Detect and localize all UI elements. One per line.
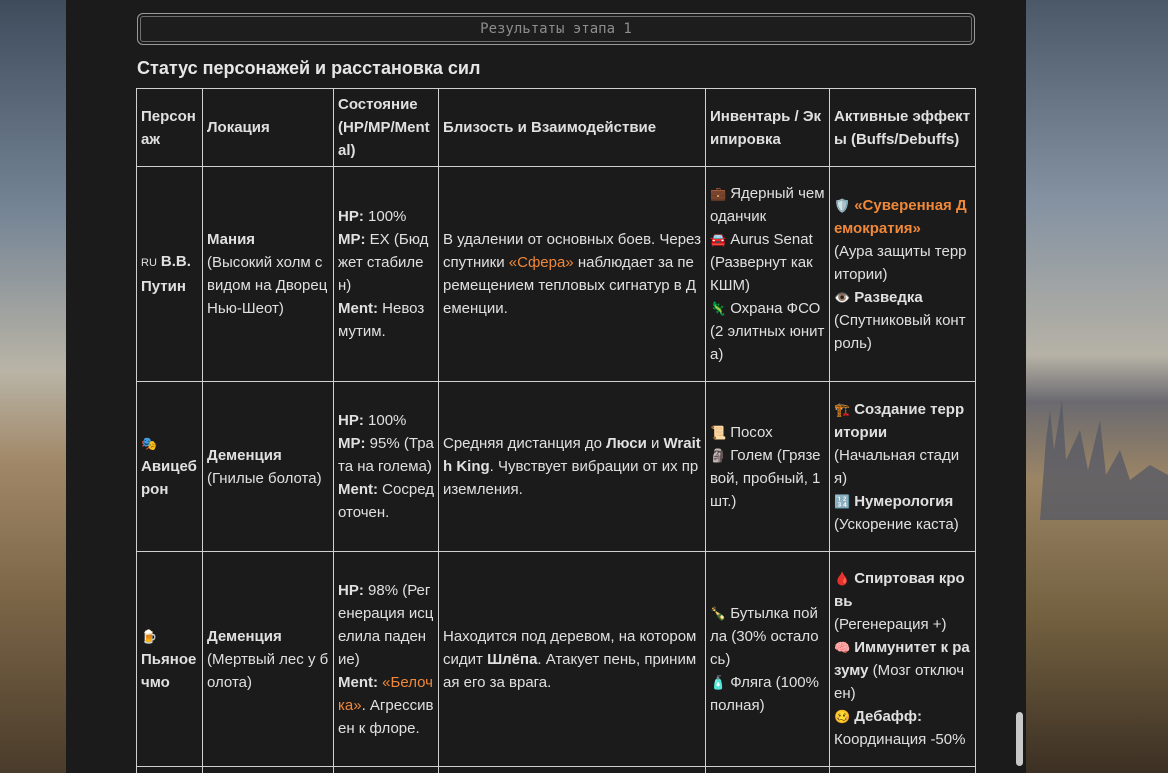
proximity-text: Находится под деревом, на котором сидит [443,627,697,668]
effect-desc: (Аура защиты территории) [834,242,967,283]
header-effects: Активные эффекты (Buffs/Debuffs) [830,89,976,167]
mp-label: MP: [338,435,366,452]
guard-icon: 🦎 [710,301,727,316]
effects-cell [830,382,976,552]
hp-value: 98% [368,581,399,599]
proximity-cell [439,167,706,382]
effect-name: Дебафф: [854,708,923,725]
ment-label: Ment: [338,481,378,498]
effect-name: Иммунитет к разуму [834,639,970,679]
section-title: Статус персонажей и расстановка сил [137,58,481,78]
empty-cell [439,767,706,773]
shlepa-name: Шлёпа [487,650,538,668]
proximity-text: Средняя дистанция до [443,435,607,452]
effect-desc: (Регенерация +) [834,616,947,633]
proximity-cell [439,552,706,767]
mp-label: MP: [338,231,366,248]
proximity-text: . Чувствует вибрации от их приземления. [443,458,699,498]
lucy-name: Люси [606,435,647,452]
sphere-highlight: «Сфера» [508,254,574,271]
hp-label: HP: [338,581,364,599]
location-desc: (Гнилые болота) [207,469,322,487]
character-name: Пьяное чмо [141,650,197,691]
location-cell [203,382,334,552]
table-row [137,552,976,767]
inventory-item: Посох [730,423,773,441]
proximity-text: и [646,435,664,452]
location-name: Мания [207,231,256,248]
effect-name: Нумерология [854,492,954,510]
shield-icon: 🛡️ [834,197,851,213]
character-cell [137,167,203,382]
scrollbar-thumb[interactable] [1016,712,1023,766]
inventory-item: Ядерный чемоданчик [710,185,825,225]
background-left [0,0,66,773]
brain-icon: 🧠 [834,640,851,655]
effects-cell [830,552,976,767]
mp-value: EX [369,231,390,248]
effect-desc: (Мозг отключен) [834,662,965,702]
hp-label: HP: [338,412,364,429]
ment-label: Ment: [338,300,378,317]
inventory-item: Голем (Грязевой, пробный, 1 шт.) [710,446,821,510]
hp-note: (Регенерация исцелила падение) [338,581,434,668]
table-header-row [137,89,976,167]
location-name: Деменция [207,627,282,645]
construction-icon: 🏗️ [834,401,851,417]
location-cell [203,167,334,382]
scroll-icon: 📜 [710,424,727,440]
theater-masks-icon: 🎭 [141,436,158,451]
car-icon: 🚘 [710,232,727,247]
proximity-text: . Атакует пень, принимая его за врага. [443,650,697,691]
wraith-king-name: Wraith King [443,435,701,475]
character-name: В.В. Путин [141,253,191,295]
header-state: Состояние (HP/MP/Mental) [334,89,439,167]
state-cell [334,552,439,767]
ment-value: Невозмутим. [338,300,425,340]
stage-results-button[interactable]: Результаты этапа 1 [137,13,975,45]
location-desc: (Высокий холм с видом на Дворец Нью-Шеот) [207,254,328,317]
character-cell [137,552,203,767]
ment-label: Ment: [338,673,378,691]
inventory-item: Фляга (100% полная) [710,673,819,714]
inventory-item: Aurus Senat (Развернут как КШМ) [710,231,813,294]
effect-name: «Суверенная Демократия» [834,196,967,237]
ment-value: . Агрессивен к флоре. [338,696,434,737]
eye-icon: 👁️ [834,289,851,305]
effect-desc: Координация -50% [834,731,966,748]
empty-cell [706,767,830,773]
status-table [136,88,976,773]
header-inventory: Инвентарь / Экипировка [706,89,830,167]
hp-label: HP: [338,208,364,225]
inventory-cell [706,382,830,552]
blood-drop-icon: 🩸 [834,571,851,586]
effect-name: Разведка [854,288,923,306]
state-cell [334,382,439,552]
bottle-icon: 🍾 [710,605,727,621]
proximity-text: В удалении от основных боев. Через спутники [443,231,701,271]
empty-cell [137,767,203,773]
flask-icon: 🧴 [710,674,727,690]
state-cell [334,167,439,382]
location-cell [203,552,334,767]
effects-cell [830,167,976,382]
effect-desc: (Спутниковый контроль) [834,311,966,352]
effect-name: Создание территории [834,400,965,441]
effect-name: Спиртовая кровь [834,570,965,610]
hp-value: 100% [368,208,407,225]
effect-desc: (Ускорение каста) [834,515,959,533]
inventory-item: Охрана ФСО (2 элитных юнита) [710,300,825,363]
ment-highlight: «Белочка» [338,673,433,714]
mp-note: (Трата на голема) [338,435,434,475]
mp-note: (Бюджет стабилен) [338,231,429,294]
mp-value: 95% [369,435,400,452]
header-proximity: Близость и Взаимодействие [439,89,706,167]
proximity-cell [439,382,706,552]
woozy-face-icon: 🥴 [834,709,851,724]
empty-cell [830,767,976,773]
numbers-icon: 🔢 [834,493,851,509]
briefcase-icon: 💼 [710,186,727,201]
russia-flag-icon: RU [141,257,157,269]
table-row [137,167,976,382]
inventory-cell [706,552,830,767]
ment-value: Сосредоточен. [338,481,434,521]
empty-cell [334,767,439,773]
header-character: Персонаж [137,89,203,167]
empty-cell [203,767,334,773]
effect-desc: (Начальная стадия) [834,446,960,487]
location-name: Деменция [207,446,282,464]
character-name: Авицеброн [141,458,197,498]
beer-icon: 🍺 [141,628,158,644]
header-location: Локация [203,89,334,167]
inventory-cell [706,167,830,382]
hp-value: 100% [368,412,407,429]
chat-panel [66,0,1026,773]
table-row [137,767,976,773]
background-spires [1040,380,1168,520]
proximity-text: наблюдает за перемещением тепловых сигнатур в Деменции. [443,254,697,317]
table-row [137,382,976,552]
inventory-item: Бутылка пойла (30% осталось) [710,604,819,668]
statue-icon: 🗿 [710,447,727,463]
character-cell [137,382,203,552]
location-desc: (Мертвый лес у болота) [207,650,329,691]
